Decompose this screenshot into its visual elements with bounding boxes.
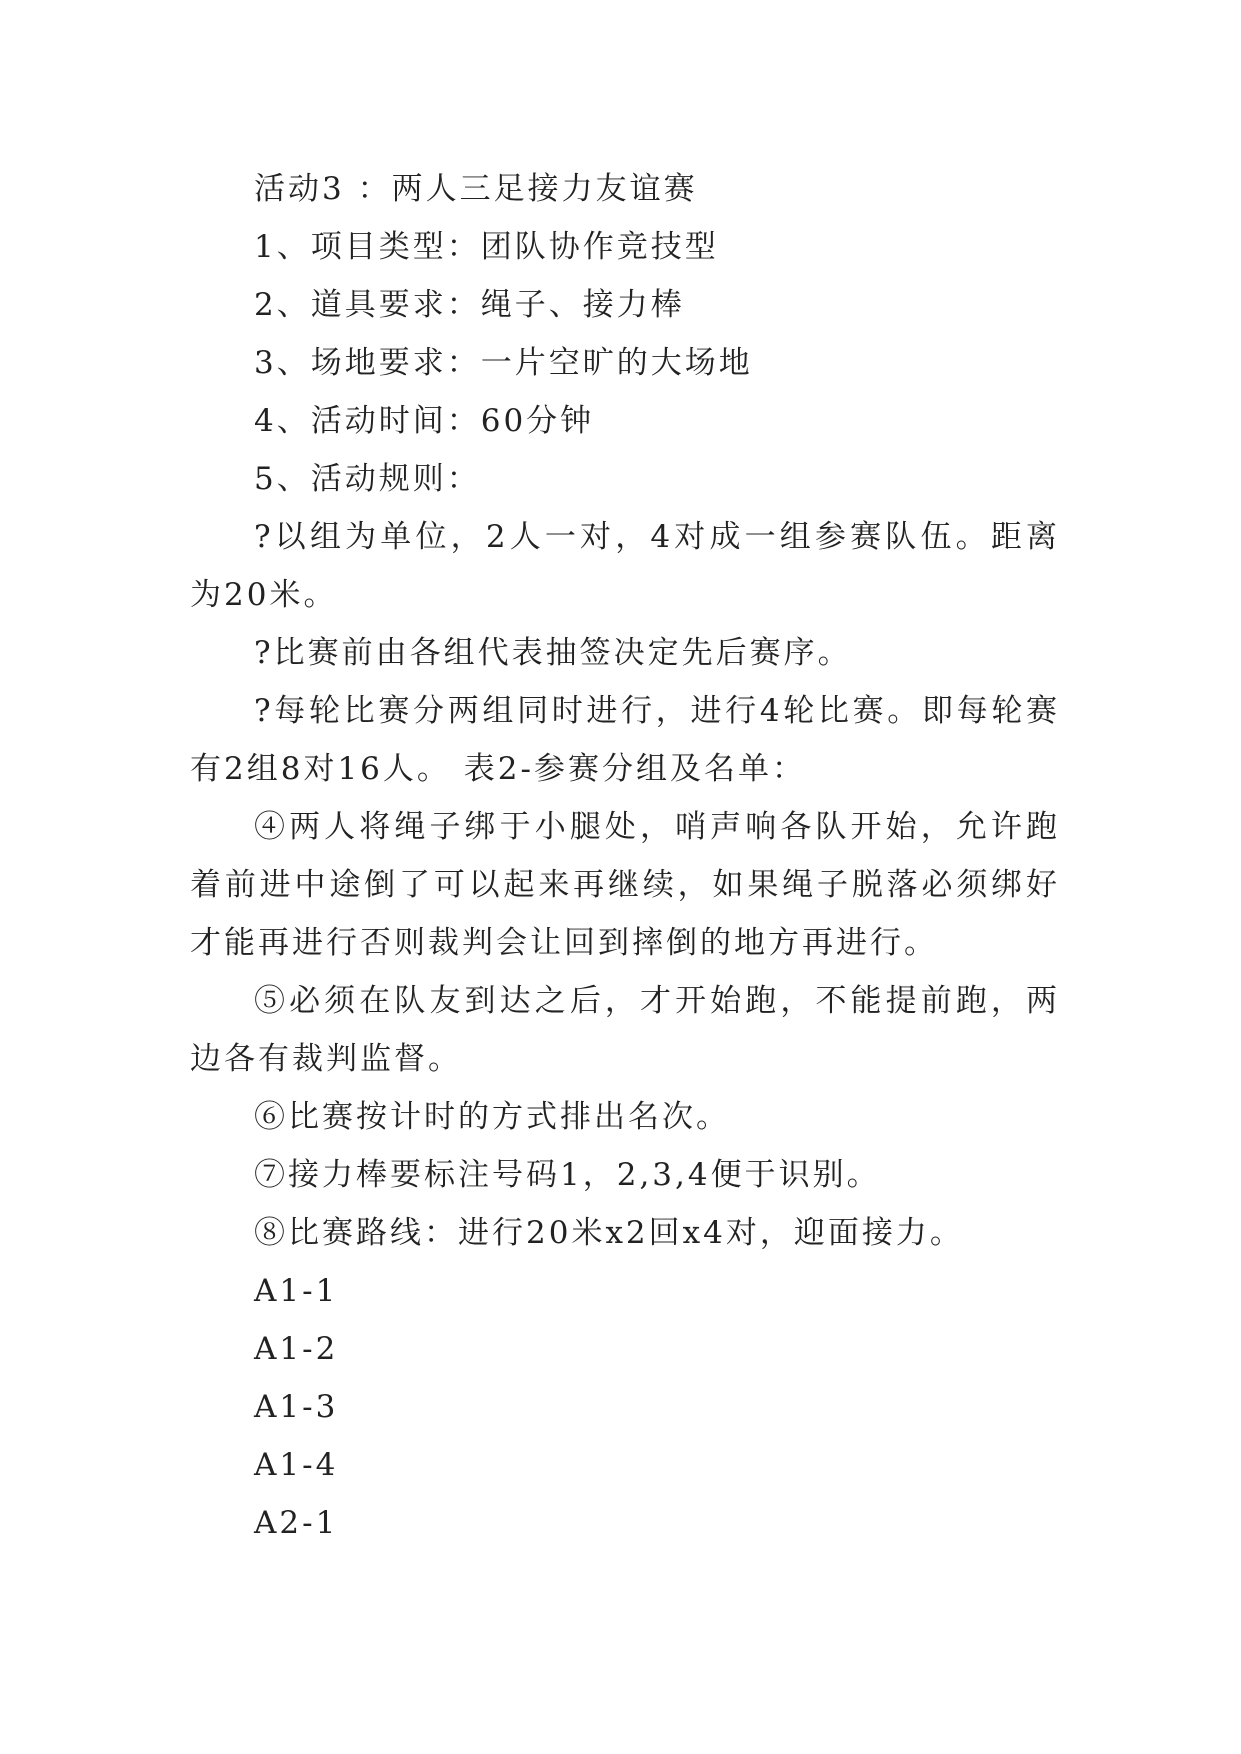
group-label: A1-2 — [254, 1331, 339, 1367]
rule-paragraph: ?以组为单位，2人一对，4对成一组参赛队伍。距离为20米。 — [190, 519, 1060, 613]
rule-paragraph: ⑥比赛按计时的方式排出名次。 — [254, 1099, 730, 1135]
rule-paragraph: ⑦接力棒要标注号码1，2,3,4便于识别。 — [254, 1157, 881, 1193]
item-project-type: 1、项目类型：团队协作竞技型 — [254, 229, 719, 265]
group-label: A1-4 — [254, 1447, 339, 1483]
rule-paragraph: ⑤必须在队友到达之后，才开始跑，不能提前跑，两边各有裁判监督。 — [190, 983, 1060, 1077]
rule-paragraph: ?每轮比赛分两组同时进行，进行4轮比赛。即每轮赛有2组8对16人。 表2-参赛分组及名单： — [190, 693, 1060, 787]
rule-paragraph: ④两人将绳子绑于小腿处，哨声响各队开始，允许跑着前进中途倒了可以起来再继续，如果绳子脱落必须绑好才能再进行否则裁判会让回到摔倒的地方再进行。 — [190, 809, 1060, 961]
document-page — [190, 160, 1060, 1552]
activity-title: 活动3 ：两人三足接力友谊赛 — [254, 171, 698, 207]
group-label: A2-1 — [254, 1505, 339, 1541]
group-label: A1-3 — [254, 1389, 339, 1425]
rule-paragraph: ?比赛前由各组代表抽签决定先后赛序。 — [254, 635, 852, 671]
item-props: 2、道具要求：绳子、接力棒 — [254, 287, 685, 323]
item-rules-heading: 5、活动规则： — [254, 461, 481, 497]
item-duration: 4、活动时间：60分钟 — [254, 403, 595, 439]
rule-paragraph: ⑧比赛路线：进行20米x2回x4对，迎面接力。 — [254, 1215, 964, 1251]
item-venue: 3、场地要求：一片空旷的大场地 — [254, 345, 753, 381]
group-label: A1-1 — [254, 1273, 339, 1309]
